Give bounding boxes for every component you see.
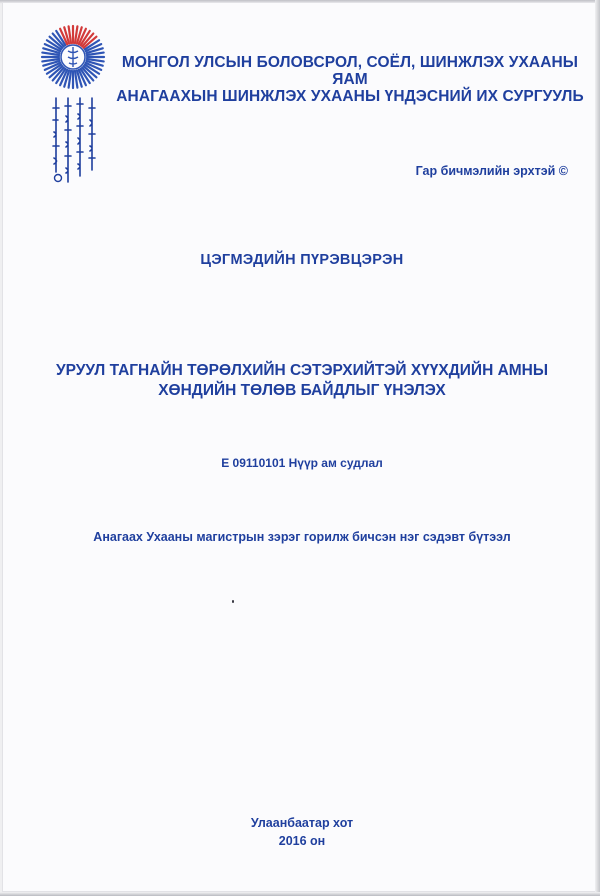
specialty-code: Е 09110101 Нүүр ам судлал <box>221 456 383 470</box>
copyright-notice: Гар бичмэлийн эрхтэй © <box>415 164 568 178</box>
page-edge-right <box>595 0 600 896</box>
thesis-title <box>42 361 562 401</box>
mongolian-script-emblem <box>46 94 106 186</box>
page-edge-bottom <box>0 892 600 896</box>
year: 2016 он <box>278 834 326 848</box>
university-emblem-icon <box>40 24 106 90</box>
author-name: ЦЭГМЭДИЙН ПҮРЭВЦЭРЭН <box>200 252 404 268</box>
university-name: АНАГААХЫН ШИНЖЛЭХ УХААНЫ ҮНДЭСНИЙ ИХ СУРГУУЛЬ <box>116 88 584 105</box>
ministry-name: МОНГОЛ УЛСЫН БОЛОВСРОЛ, СОЁЛ, ШИНЖЛЭХ УХААНЫ ЯАМ <box>121 54 579 88</box>
organization-header <box>112 54 588 105</box>
degree-note: Анагаах Ухааны магистрын зэрэг горилж бичсэн нэг сэдэвт бүтээл <box>93 530 511 544</box>
paper-speck <box>232 600 234 603</box>
document-page <box>2 2 596 892</box>
place: Улаанбаатар хот <box>250 816 354 830</box>
title-line-2: ХӨНДИЙН ТӨЛӨВ БАЙДЛЫГ ҮНЭЛЭХ <box>158 382 446 399</box>
title-line-1: УРУУЛ ТАГНАЙН ТӨРӨЛХИЙН СЭТЭРХИЙТЭЙ ХҮҮХДИЙН АМНЫ <box>55 362 549 379</box>
place-and-year <box>2 814 600 850</box>
